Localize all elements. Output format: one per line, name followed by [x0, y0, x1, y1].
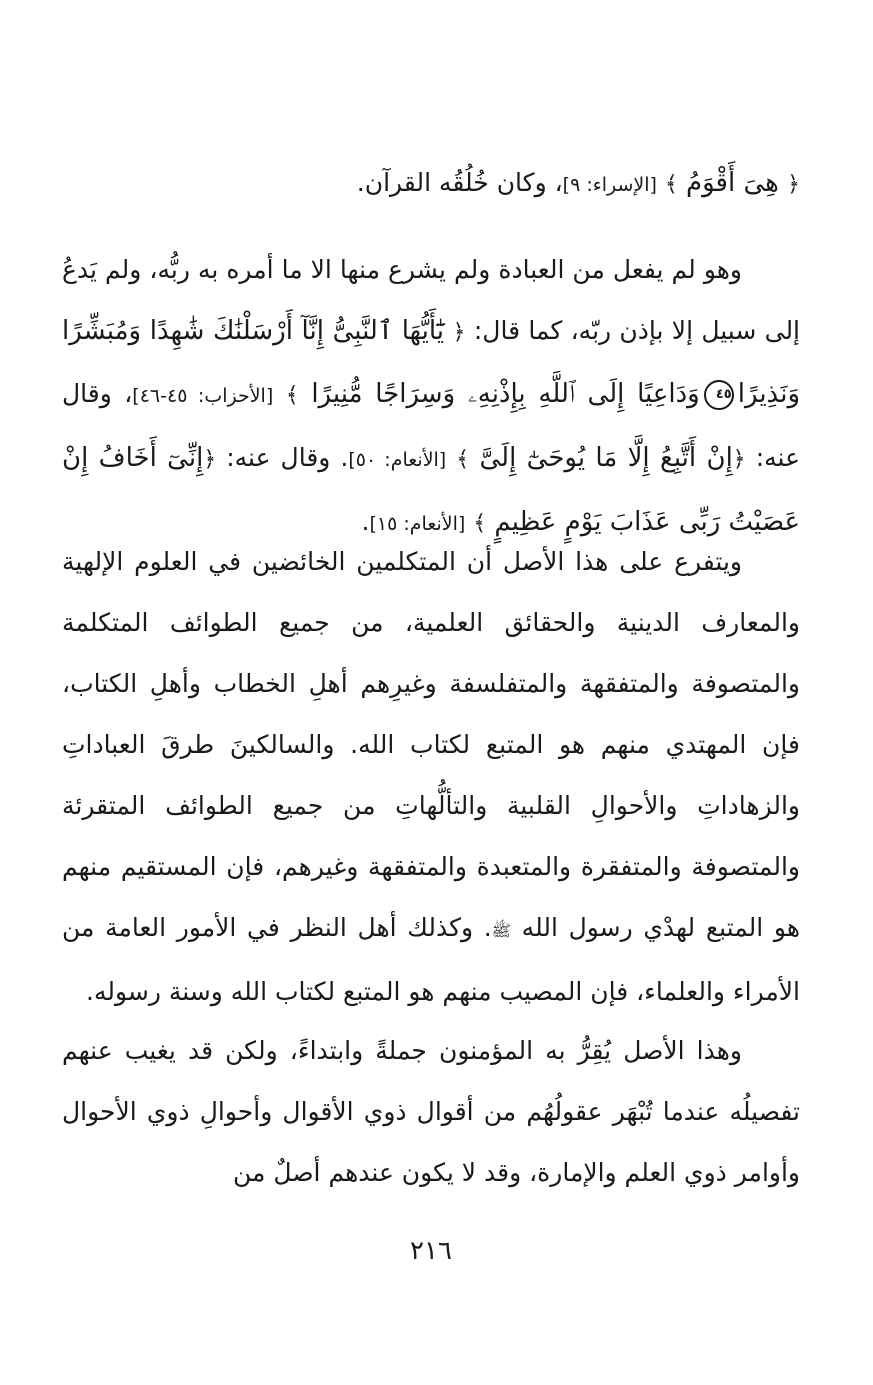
- salla-honorific: ﷺ: [491, 921, 511, 940]
- verse-text: وَدَاعِيًا إِلَى ٱللَّهِ بِإِذْنِهِۦ وَسِرَاجًا مُّنِيرًا: [311, 379, 700, 409]
- body-text: وهذا الأصل يُقِرُّ به المؤمنون جملةً وابتداءً، ولكن قد يغيب عنهم تفصيلُه عندما تُبْهَر عقولُهُم من أقوال ذوي الأقوال وأحوالِ ذوي الأحوال وأوامر ذوي العلم والإمارة، وقد لا يكون عندهم أصلٌ من: [62, 1036, 800, 1187]
- verse-citation: [الأنعام: ٥٠]: [348, 449, 447, 471]
- verse-text: هِىَ أَقْوَمُ: [686, 168, 779, 198]
- ayah-number-marker: ٤٥: [704, 380, 734, 410]
- paragraph-2: [62, 239, 800, 555]
- quran-verse: ﴿ يَٰٓأَيُّهَا ٱلنَّبِىُّ إِنَّآ أَرْسَلْنَٰكَ شَٰهِدًا وَمُبَشِّرًا وَنَذِيرًا٤٥وَدَاعِيًا إِلَى ٱللَّهِ بِإِذْنِهِۦ وَسِرَاجًا مُّنِيرًا ﴾: [62, 316, 800, 409]
- body-text: .: [361, 507, 370, 536]
- body-text: ، وقال عنه:: [62, 379, 801, 472]
- quran-verse: ﴿إِنِّىٓ أَخَافُ إِنْ عَصَيْتُ رَبِّى عَذَابَ يَوْمٍ عَظِيمٍ ﴾: [62, 443, 800, 537]
- verse-text: إِنْ أَتَّبِعُ إِلَّا مَا يُوحَىٰٓ إِلَىَّ: [479, 443, 733, 473]
- body-text: . وقال عنه:: [226, 443, 349, 472]
- page-number: ٢١٦: [410, 1236, 452, 1266]
- verse-text: يَٰٓأَيُّهَا ٱلنَّبِىُّ إِنَّآ أَرْسَلْنَٰكَ شَٰهِدًا وَمُبَشِّرًا وَنَذِيرًا: [62, 316, 800, 409]
- paragraph-3: [62, 531, 800, 1022]
- verse-citation: [الإسراء: ٩]: [562, 174, 657, 196]
- verse-citation: [الأحزاب: ٤٥-٤٦]: [132, 385, 274, 407]
- body-text: وهو لم يفعل من العبادة ولم يشرع منها الا ما أمره به ربُّه، ولم يَدعُ إلى سبيل إلا بإذن ربّه، كما قال:: [62, 255, 801, 345]
- verse-text: إِنِّىٓ أَخَافُ إِنْ عَصَيْتُ رَبِّى عَذَابَ يَوْمٍ عَظِيمٍ: [62, 443, 800, 537]
- body-text: . وكذلك أهل النظر في الأمور العامة من الأمراء والعلماء، فإن المصيب منهم هو المتبع لكتاب الله وسنة رسوله.: [62, 913, 800, 1006]
- verse-citation: [الأنعام: ١٥]: [369, 513, 466, 535]
- body-text: ، وكان خُلُقُه القرآن.: [356, 168, 563, 197]
- paragraph-1: [62, 152, 800, 216]
- book-page: [62, 0, 800, 1385]
- quran-verse: ﴿إِنْ أَتَّبِعُ إِلَّا مَا يُوحَىٰٓ إِلَىَّ ﴾: [456, 443, 746, 473]
- body-text: ويتفرع على هذا الأصل أن المتكلمين الخائضين في العلوم الإلهية والمعارف الدينية والحقائق العلمية، من جميع الطوائف المتكلمة والمتصوفة والمتفقهة والمتفلسفة وغيرِهم أهلِ الخطاب وأهلِ الكتاب، فإن المهتدي منهم هو المتبع لكتاب الله. والسالكينَ طرقَ العباداتِ والزهاداتِ والأحوالِ القلبية والتألُّهاتِ من جميع الطوائف المتقرئة والمتصوفة والمتفقرة والمتعبدة والمتفقهة وغيرهم، فإن المستقيم منهم هو المتبع لهدْي رسول الله: [62, 547, 800, 942]
- quran-verse: ﴿ هِىَ أَقْوَمُ ﴾: [664, 168, 800, 198]
- paragraph-4: [62, 1020, 800, 1203]
